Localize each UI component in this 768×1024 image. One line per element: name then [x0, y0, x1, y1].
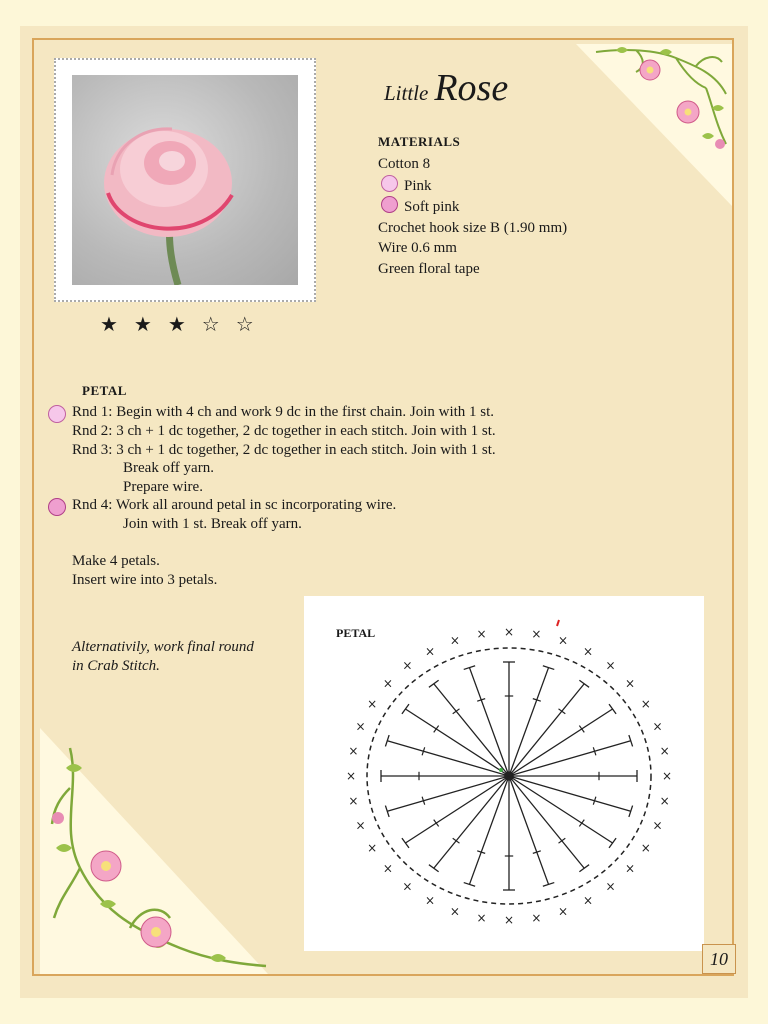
diagram-sc-mark: × — [605, 658, 616, 673]
diagram-sc-mark: × — [424, 893, 436, 908]
diagram-sc-mark: × — [582, 644, 594, 659]
diagram-stitch-bar — [609, 704, 616, 714]
diagram-stitch-tick — [559, 838, 566, 843]
rose-photo — [72, 75, 298, 285]
material-hook: Crochet hook size B (1.90 mm) — [378, 219, 568, 236]
diagram-stitch-tick — [434, 726, 439, 733]
diagram-sc-mark: × — [382, 861, 393, 876]
round-1: Rnd 1: Begin with 4 ch and work 9 dc in the first chain. Join with 1 st. — [72, 404, 495, 420]
round-3: Rnd 3: 3 ch + 1 dc together, 2 dc together in each stitch. Join with 1 st. — [72, 442, 496, 458]
diagram-sc-mark: × — [424, 644, 436, 659]
diagram-stitch-line — [434, 776, 509, 868]
diagram-sc-mark: × — [605, 879, 616, 894]
diagram-stitch-line — [387, 741, 509, 776]
diagram-stitch-line — [405, 776, 509, 843]
diagram-stitch-tick — [453, 709, 460, 714]
diagram-start-mark — [499, 768, 503, 772]
diagram-stitch-tick — [559, 709, 566, 714]
page-title — [384, 66, 508, 110]
round-4-join: Join with 1 st. Break off yarn. — [123, 516, 302, 532]
diagram-sc-mark: × — [402, 658, 413, 673]
diagram-sc-mark: × — [531, 627, 542, 642]
crochet-rose-image — [72, 75, 298, 285]
page-number: 10 — [702, 944, 736, 974]
round-4: Rnd 4: Work all around petal in sc incorporating wire. — [72, 497, 397, 513]
diagram-stitch-line — [509, 776, 584, 868]
diagram-stitch-bar — [579, 680, 589, 687]
diagram-stitch-line — [434, 684, 509, 776]
diagram-sc-mark: × — [640, 697, 651, 711]
diagram-stitch-line — [469, 776, 509, 884]
diagram-sc-mark: × — [652, 719, 663, 734]
diagram-sc-mark: × — [503, 625, 515, 639]
diagram-stitch-bar — [402, 704, 409, 714]
diagram-stitch-bar — [609, 838, 616, 848]
soft-pink-round-marker-icon — [48, 498, 66, 516]
round-3-break: Break off yarn. — [123, 460, 214, 476]
diagram-stitch-line — [509, 741, 631, 776]
material-yarn: Cotton 8 — [378, 156, 431, 172]
diagram-stitch-line — [509, 776, 631, 811]
materials-heading: MATERIALS — [378, 134, 461, 149]
diagram-end-mark — [557, 620, 559, 626]
material-color-pink: Pink — [378, 175, 567, 197]
round-2: Rnd 2: 3 ch + 1 dc together, 2 dc together in each stitch. Join with 1 st. — [72, 423, 496, 439]
material-color-soft-pink: Soft pink — [378, 196, 567, 218]
diagram-sc-mark: × — [625, 676, 636, 691]
diagram-sc-mark: × — [558, 904, 569, 919]
diagram-sc-mark: × — [355, 719, 366, 734]
diagram-stitch-bar — [429, 865, 439, 872]
diagram-stitch-tick — [453, 838, 460, 843]
material-tape: Green floral tape — [378, 260, 480, 277]
diagram-stitch-line — [469, 668, 509, 776]
crochet-chart — [304, 596, 704, 951]
diagram-sc-mark: × — [345, 769, 357, 783]
diagram-sc-mark: × — [661, 769, 673, 783]
diagram-sc-mark: × — [476, 627, 487, 642]
diagram-stitch-line — [387, 776, 509, 811]
diagram-sc-mark: × — [503, 913, 515, 927]
diagram-sc-mark: × — [640, 841, 651, 855]
diagram-label: PETAL — [336, 626, 376, 640]
diagram-sc-mark: × — [367, 697, 378, 711]
diagram-sc-mark: × — [652, 818, 663, 833]
diagram-stitch-bar — [429, 680, 439, 687]
pink-round-marker-icon — [48, 405, 66, 423]
diagram-sc-mark: × — [402, 879, 413, 894]
diagram-sc-mark: × — [582, 893, 594, 908]
diagram-sc-mark: × — [476, 910, 487, 925]
soft-pink-swatch-icon — [381, 196, 398, 213]
diagram-stitch-line — [509, 776, 549, 884]
diagram-sc-mark: × — [558, 633, 569, 648]
alternative-note: Alternativily, work final round in Crab Stitch. — [72, 639, 254, 674]
floral-corner-top-right — [576, 44, 732, 206]
diagram-stitch-tick — [434, 820, 439, 827]
diagram-stitch-tick — [579, 726, 584, 733]
diagram-sc-mark: × — [348, 743, 359, 758]
petal-crochet-diagram — [304, 596, 704, 951]
diagram-sc-mark: × — [449, 633, 460, 648]
diagram-stitch-bar — [579, 865, 589, 872]
diagram-sc-mark: × — [659, 743, 670, 758]
diagram-stitch-line — [509, 776, 613, 843]
diagram-sc-mark: × — [449, 904, 460, 919]
diagram-stitch-line — [509, 684, 584, 776]
diagram-sc-mark: × — [531, 910, 542, 925]
diagram-sc-mark: × — [367, 841, 378, 855]
diagram-stitch-line — [405, 709, 509, 776]
diagram-stitch-tick — [579, 820, 584, 827]
make-petals: Make 4 petals. — [72, 553, 160, 569]
diagram-stitch-bar — [402, 838, 409, 848]
title-prefix: Little — [384, 81, 429, 105]
diagram-sc-mark: × — [659, 794, 670, 809]
material-wire: Wire 0.6 mm — [378, 240, 457, 256]
diagram-sc-mark: × — [625, 861, 636, 876]
diagram-sc-mark: × — [348, 794, 359, 809]
floral-corner-bottom-left — [40, 728, 268, 974]
pink-swatch-icon — [381, 175, 398, 192]
difficulty-rating: ★★★☆☆ — [100, 312, 270, 336]
title-main: Rose — [434, 67, 509, 109]
diagram-stitch-line — [509, 668, 549, 776]
insert-wire: Insert wire into 3 petals. — [72, 572, 218, 588]
diagram-sc-mark: × — [382, 676, 393, 691]
rose-photo-frame — [54, 58, 316, 302]
diagram-stitch-line — [509, 709, 613, 776]
materials-list — [378, 154, 567, 279]
diagram-sc-mark: × — [355, 818, 366, 833]
petal-heading: PETAL — [82, 383, 127, 398]
round-3-wire: Prepare wire. — [123, 479, 203, 495]
